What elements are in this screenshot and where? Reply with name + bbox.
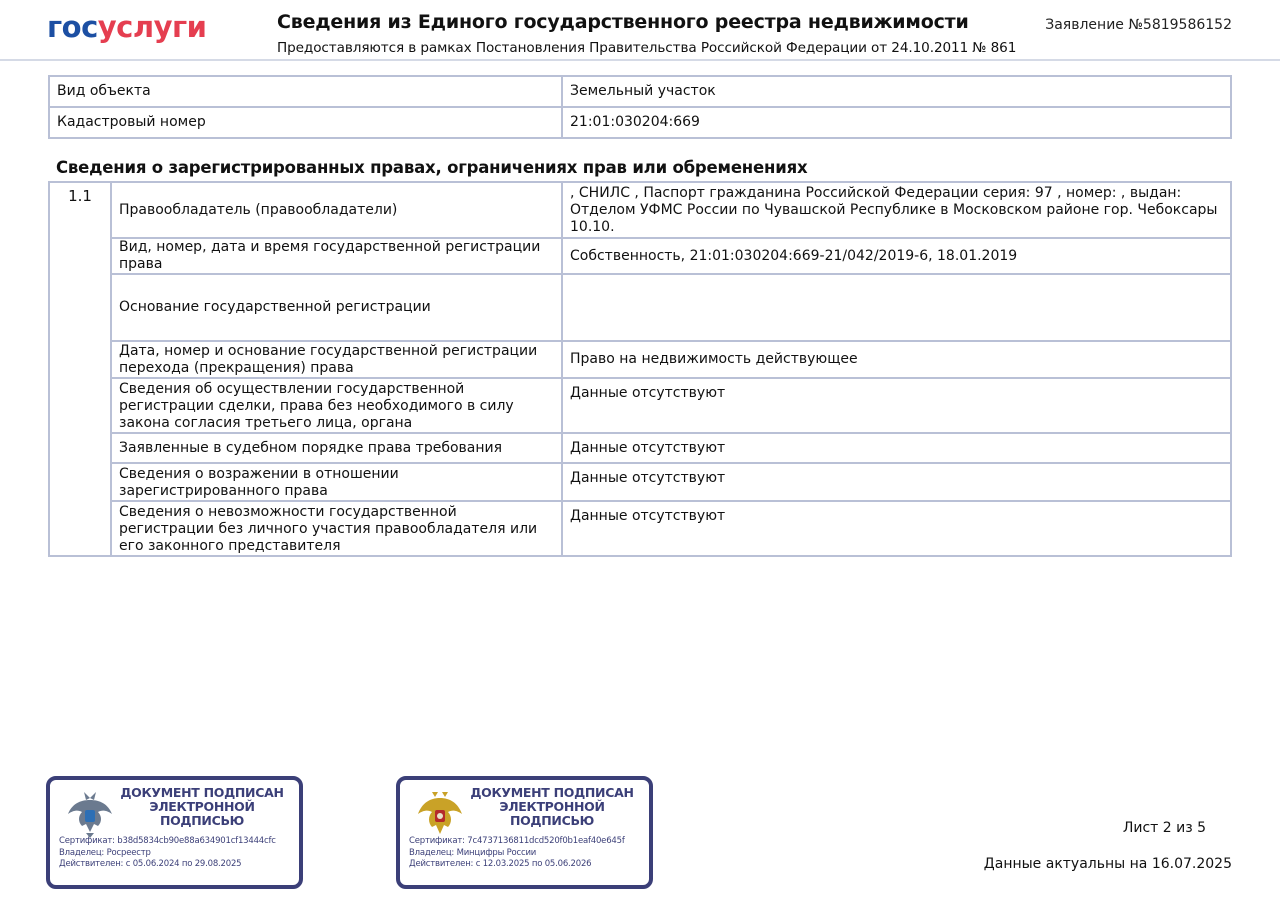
document-subtitle: Предоставляются в рамках Постановления Правительства Российской Федерации от 24.10.2011 № 861	[277, 40, 1017, 56]
personal-participation-label: Сведения о невозможности государственной регистрации без личного участия правообладателя или его законного представителя	[111, 501, 562, 556]
object-type-value: Земельный участок	[562, 76, 1231, 107]
consent-registration-label: Сведения об осуществлении государственной регистрации сделки, права без необходимого в силу закона согласия третьего лица, органа	[111, 378, 562, 433]
certificate-owner: Владелец: Росреестр	[59, 847, 151, 858]
transfer-registration-value: Право на недвижимость действующее	[562, 341, 1231, 378]
object-info-table	[48, 75, 1232, 139]
rights-section-title: Сведения о зарегистрированных правах, ограничениях прав или обременениях	[56, 158, 808, 177]
stamp-title: ДОКУМЕНТ ПОДПИСАН ЭЛЕКТРОННОЙ ПОДПИСЬЮ	[470, 785, 634, 828]
consent-registration-value: Данные отсутствуют	[562, 378, 1231, 433]
personal-participation-value: Данные отсутствуют	[562, 501, 1231, 556]
table-row	[49, 463, 1231, 501]
objection-value: Данные отсутствуют	[562, 463, 1231, 501]
signature-stamp-mintsifry	[396, 776, 653, 889]
application-number: Заявление №5819586152	[1045, 17, 1232, 33]
data-actual-date: Данные актуальны на 16.07.2025	[983, 856, 1232, 872]
table-row	[49, 378, 1231, 433]
table-row	[49, 501, 1231, 556]
logo-part-gos: гос	[47, 10, 98, 44]
cadastral-number-label: Кадастровый номер	[49, 107, 562, 138]
table-row	[49, 341, 1231, 378]
stamp-details	[409, 836, 625, 871]
table-row	[49, 182, 1231, 238]
header-divider	[0, 59, 1280, 61]
logo-part-uslugi: услуги	[97, 10, 207, 44]
table-row	[49, 433, 1231, 463]
court-claims-label: Заявленные в судебном порядке права требования	[111, 433, 562, 463]
gosuslugi-logo	[47, 11, 206, 43]
cadastral-number-value: 21:01:030204:669	[562, 107, 1231, 138]
certificate-number: Сертификат: 7c4737136811dcd520f0b1eaf40e645f	[409, 836, 625, 846]
objection-label: Сведения о возражении в отношении зарегистрированного права	[111, 463, 562, 501]
transfer-registration-label: Дата, номер и основание государственной регистрации перехода (прекращения) права	[111, 341, 562, 378]
signature-stamp-rosreestr	[46, 776, 303, 889]
registration-type-value: Собственность, 21:01:030204:669-21/042/2019-6, 18.01.2019	[562, 238, 1231, 274]
certificate-number: Сертификат: b38d5834cb90e88a634901cf13444cfc	[59, 836, 276, 846]
right-holder-value: , СНИЛС , Паспорт гражданина Российской Федерации серия: 97 , номер: , выдан: Отделом УФМС России по Чувашской Республике в Московском районе гор. Чебоксары 10.10.	[562, 182, 1231, 238]
object-type-label: Вид объекта	[49, 76, 562, 107]
certificate-validity: Действителен: с 05.06.2024 по 29.08.2025	[59, 859, 242, 869]
stamp-title: ДОКУМЕНТ ПОДПИСАН ЭЛЕКТРОННОЙ ПОДПИСЬЮ	[120, 785, 284, 828]
registration-basis-value	[562, 274, 1231, 341]
stamp-details	[59, 836, 276, 871]
sheet-number: Лист 2 из 5	[1122, 820, 1206, 836]
russian-coat-of-arms-icon	[416, 788, 464, 838]
certificate-owner: Владелец: Минцифры России	[409, 847, 537, 858]
court-claims-value: Данные отсутствуют	[562, 433, 1231, 463]
table-row	[49, 238, 1231, 274]
right-holder-label: Правообладатель (правообладатели)	[111, 182, 562, 238]
table-row	[49, 274, 1231, 341]
registration-type-label: Вид, номер, дата и время государственной регистрации права	[111, 238, 562, 274]
document-title: Сведения из Единого государственного реестра недвижимости	[277, 11, 969, 33]
table-row	[49, 107, 1231, 138]
table-row	[49, 76, 1231, 107]
record-index: 1.1	[49, 182, 111, 556]
registration-basis-label: Основание государственной регистрации	[111, 274, 562, 341]
certificate-validity: Действителен: с 12.03.2025 по 05.06.2026	[409, 859, 592, 869]
rights-table	[48, 181, 1232, 557]
rosreestr-eagle-icon	[66, 788, 114, 838]
